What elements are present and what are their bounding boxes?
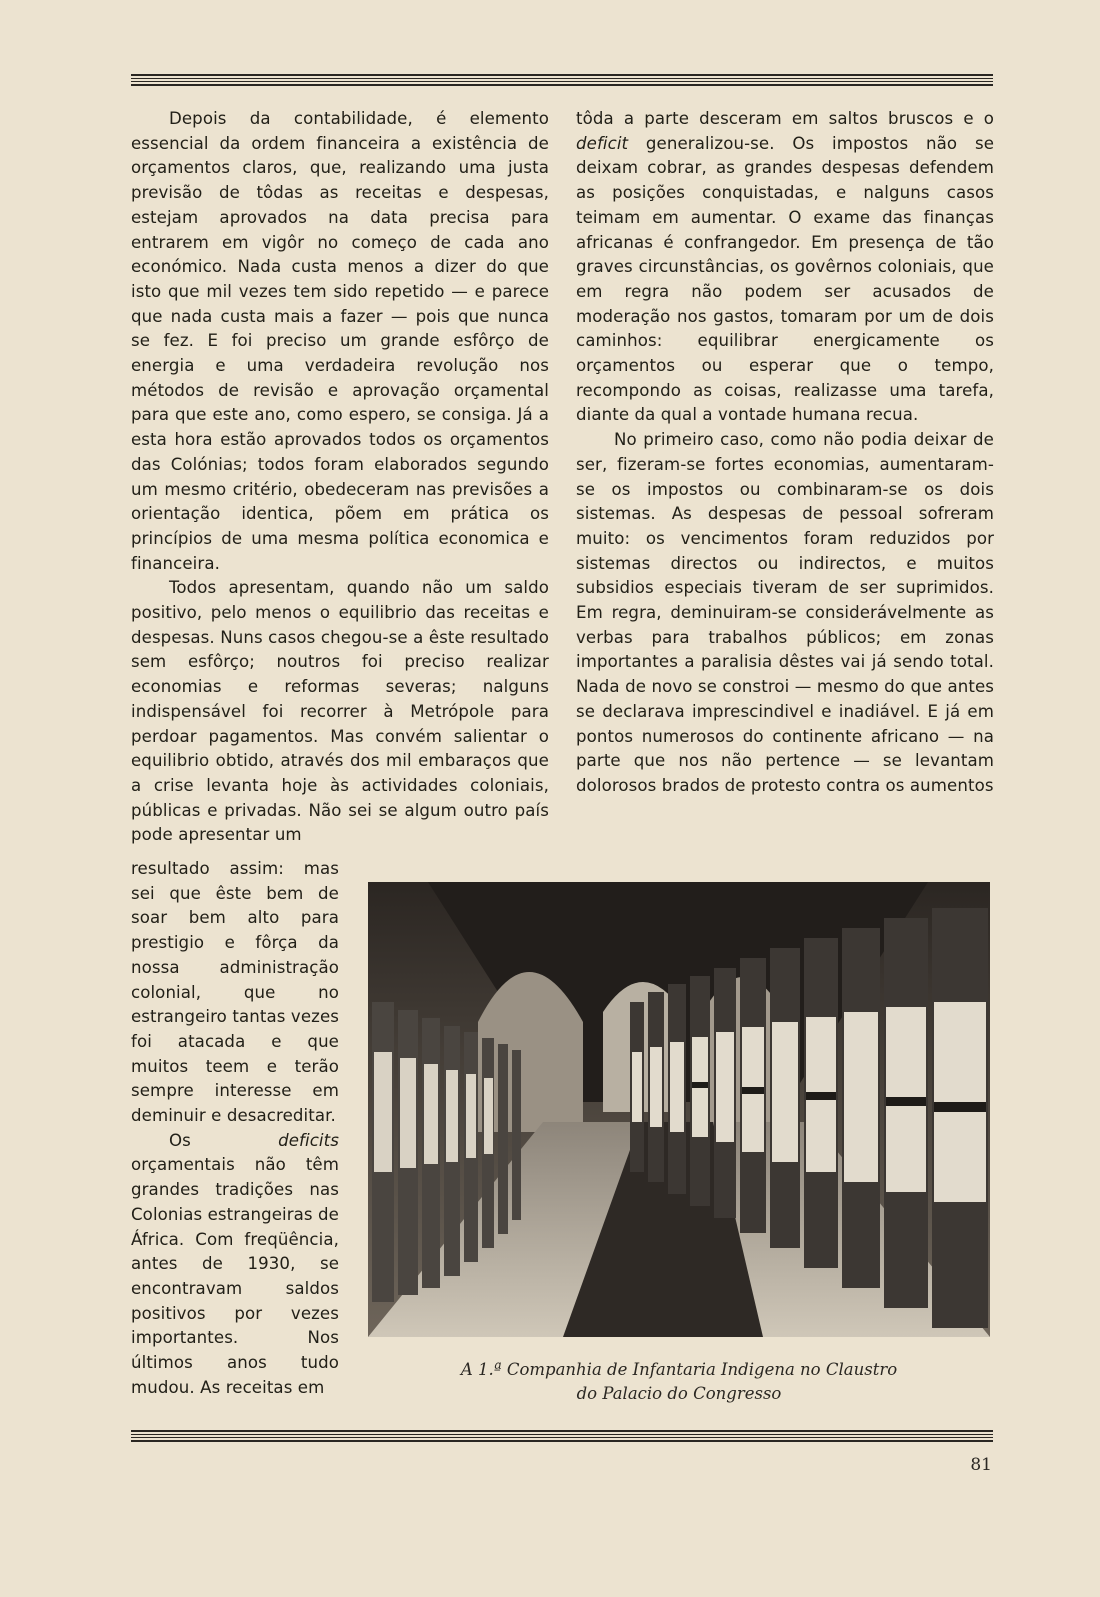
italic-term: deficit (576, 133, 629, 153)
bottom-rule (131, 1430, 993, 1444)
text-run: Os (169, 1130, 279, 1150)
italic-term: deficits (278, 1130, 339, 1150)
paragraph: No primeiro caso, como não podia deixar de ser, fizeram-se fortes economias, aumentaram-se os impostos ou combinaram-se os dois sistemas. As despesas de pessoal sofreram muito: os vencimentos foram reduzidos por sistemas directos ou indirectos, e muitos subsidios especiais tiveram de ser suprimidos. Em regra, deminuiram-se considerávelmente as verbas para trabalhos públicos; em zonas importantes a paralisia dêstes vai já sendo total. Nada de novo se constroi — mesmo do que antes se declarava imprescindivel e inadiável. E já em pontos numerosos do continente africano — na parte que nos não pertence — se levantam dolorosos brados de protesto contra os aumentos (576, 430, 994, 795)
caption-line: do Palacio do Congresso (576, 1384, 782, 1403)
narrow-column (131, 857, 339, 1400)
text-run: generalizou-se. Os impostos não se deixam cobrar, as grandes despesas defendem as posições conquistadas, e nalguns casos teimam em aumentar. O exame das finanças africanas é confrangedor. Em presença de tão graves circunstâncias, os govêrnos coloniais, que em regra não podem ser acusados de moderação nos gastos, tomaram por um de dois caminhos: equilibrar energicamente os orçamentos ou esperar que o tempo, recompondo as coisas, realizasse uma tarefa, diante da qual a vontade humana recua. (576, 133, 994, 425)
photo-caption (368, 1358, 990, 1406)
text-run: orçamentais não têm grandes tradições nas Colonias estrangeiras de África. Com freqüência, antes de 1930, se encontravam saldos positivos por vezes importantes. Nos últimos anos tudo mudou. As receitas em (131, 1155, 339, 1397)
paragraph: Depois da contabilidade, é elemento essencial da ordem financeira a existência de orçamentos claros, que, realizando uma justa previsão de tôdas as receitas e despesas, estejam aprovados na data precisa para entrarem em vigôr no começo de cada ano económico. Nada custa menos a dizer do que isto que mil vezes tem sido repetido — e parece que nada custa mais a fazer — pois que nunca se fez. E foi preciso um grande esfôrço de energia e uma verdadeira revolução nos métodos de revisão e aprovação orçamental para que este ano, como espero, se consiga. Já a esta hora estão aprovados todos os orçamentos das Colónias; todos foram elaborados segundo um mesmo critério, obedeceram nas previsões a orientação identica, põem em prática os princípios de uma mesma política economica e financeira. (131, 109, 549, 573)
page-number: 81 (970, 1455, 992, 1475)
paragraph: resultado assim: mas sei que êste bem de soar bem alto para prestigio e fôrça da nossa administração colonial, que no estrangeiro tantas vezes foi atacada e que muitos teem e terão sempre interesse em deminuir e desacreditar. (131, 859, 339, 1126)
left-column (131, 107, 549, 848)
paragraph (576, 107, 994, 428)
paragraph (131, 1129, 339, 1401)
photograph (368, 882, 990, 1337)
caption-line: A 1.ª Companhia de Infantaria Indigena no Claustro (460, 1360, 898, 1379)
top-rule (131, 74, 993, 88)
right-column (576, 107, 994, 799)
paragraph: Todos apresentam, quando não um saldo positivo, pelo menos o equilibrio das receitas e despesas. Nuns casos chegou-se a êste resultado sem esfôrço; noutros foi preciso realizar economias e reformas severas; nalguns indispensável foi recorrer à Metrópole para perdoar pagamentos. Mas convém salientar o equilibrio obtido, através dos mil embaraços que a crise levanta hoje às actividades coloniais, públicas e privadas. Não sei se algum outro país pode apresentar um (131, 578, 549, 845)
text-run: tôda a parte desceram em saltos bruscos e o (576, 109, 994, 128)
